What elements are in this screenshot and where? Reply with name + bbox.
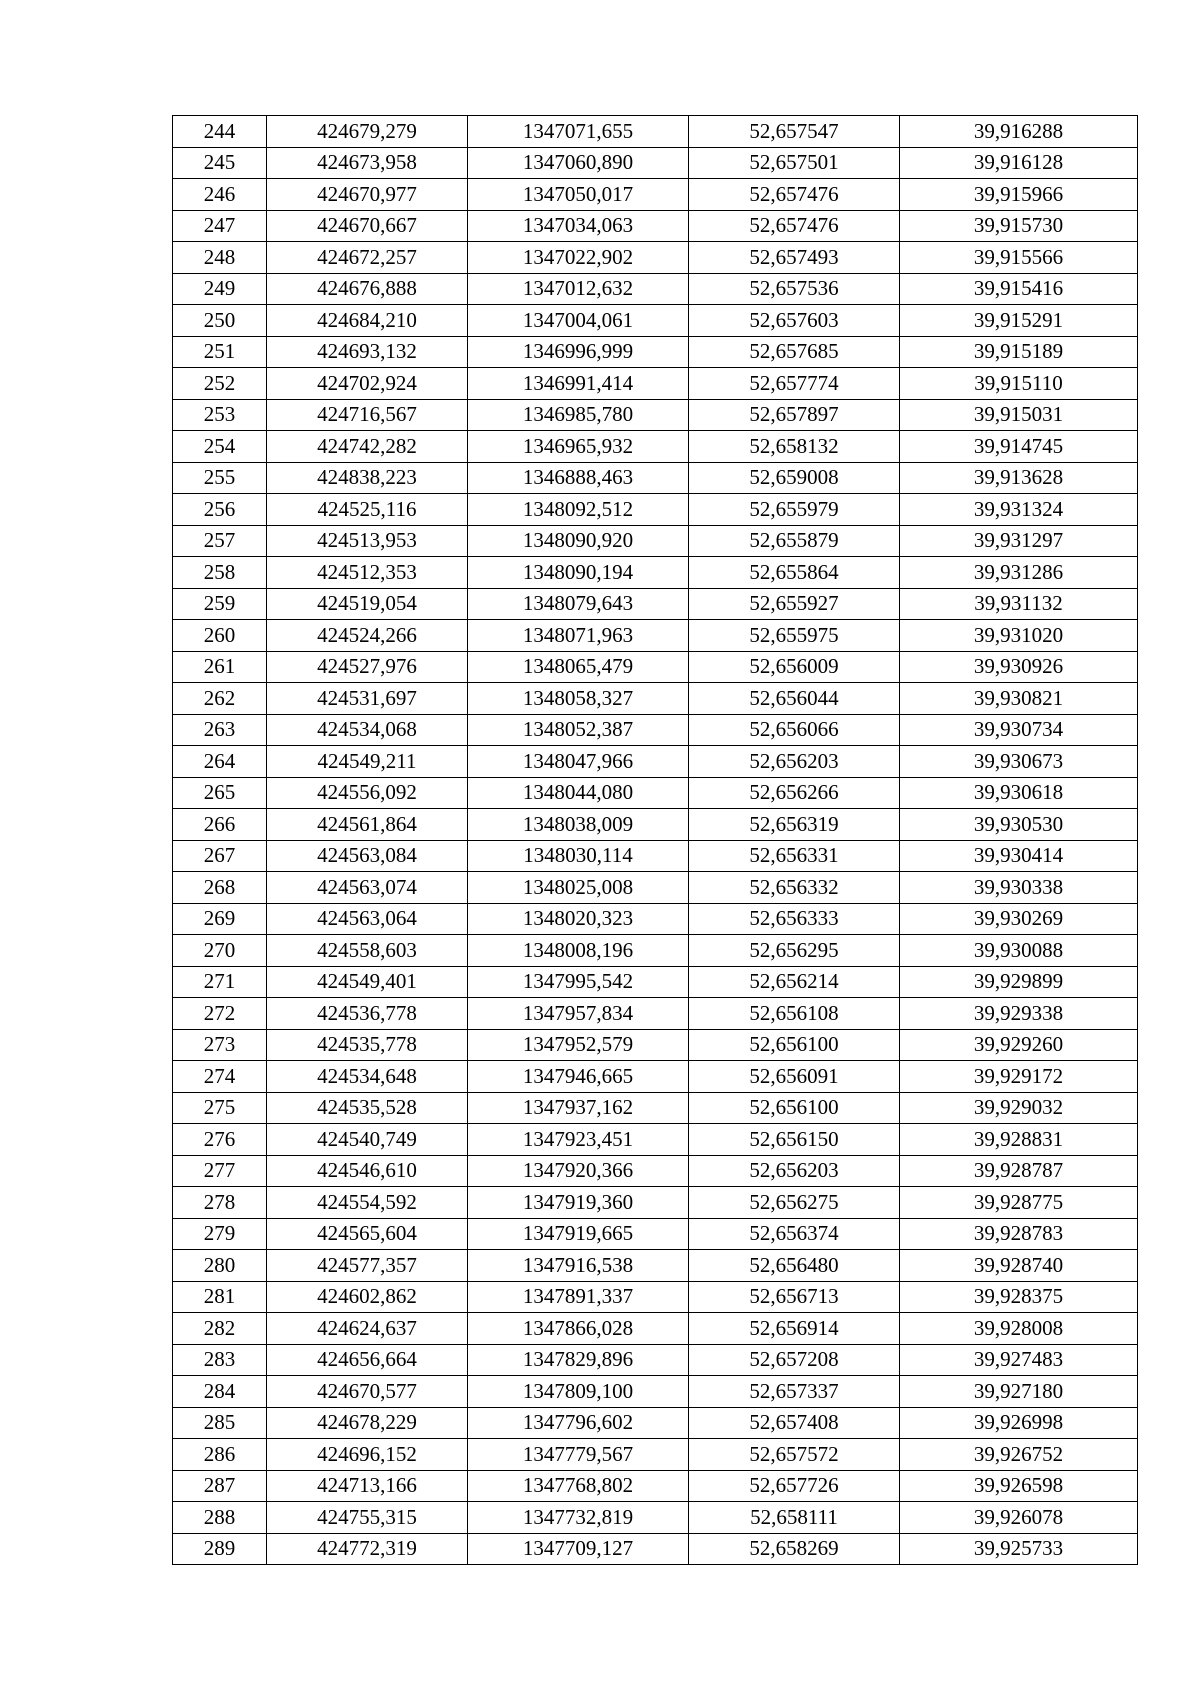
latitude-cell: 52,655927 [689, 588, 900, 620]
latitude-cell: 52,656295 [689, 935, 900, 967]
y-coordinate-cell: 1348090,194 [468, 557, 689, 589]
point-number-cell: 282 [173, 1313, 267, 1345]
table-row [173, 620, 1138, 652]
y-coordinate-cell: 1347957,834 [468, 998, 689, 1030]
longitude-cell: 39,926998 [900, 1407, 1138, 1439]
table-row [173, 1376, 1138, 1408]
latitude-cell: 52,656275 [689, 1187, 900, 1219]
y-coordinate-cell: 1348030,114 [468, 840, 689, 872]
table-row [173, 809, 1138, 841]
table-row [173, 525, 1138, 557]
latitude-cell: 52,656100 [689, 1029, 900, 1061]
y-coordinate-cell: 1347732,819 [468, 1502, 689, 1534]
longitude-cell: 39,928375 [900, 1281, 1138, 1313]
y-coordinate-cell: 1347004,061 [468, 305, 689, 337]
x-coordinate-cell: 424558,603 [267, 935, 468, 967]
table-row [173, 273, 1138, 305]
x-coordinate-cell: 424536,778 [267, 998, 468, 1030]
longitude-cell: 39,915189 [900, 336, 1138, 368]
y-coordinate-cell: 1348008,196 [468, 935, 689, 967]
longitude-cell: 39,928831 [900, 1124, 1138, 1156]
table-row [173, 1029, 1138, 1061]
table-row [173, 305, 1138, 337]
latitude-cell: 52,657208 [689, 1344, 900, 1376]
latitude-cell: 52,656332 [689, 872, 900, 904]
table-row [173, 683, 1138, 715]
longitude-cell: 39,929899 [900, 966, 1138, 998]
latitude-cell: 52,656333 [689, 903, 900, 935]
point-number-cell: 260 [173, 620, 267, 652]
longitude-cell: 39,926078 [900, 1502, 1138, 1534]
x-coordinate-cell: 424534,068 [267, 714, 468, 746]
latitude-cell: 52,657476 [689, 210, 900, 242]
point-number-cell: 277 [173, 1155, 267, 1187]
latitude-cell: 52,658132 [689, 431, 900, 463]
table-row [173, 1218, 1138, 1250]
y-coordinate-cell: 1347779,567 [468, 1439, 689, 1471]
longitude-cell: 39,929172 [900, 1061, 1138, 1093]
latitude-cell: 52,657337 [689, 1376, 900, 1408]
longitude-cell: 39,926598 [900, 1470, 1138, 1502]
latitude-cell: 52,655879 [689, 525, 900, 557]
table-row [173, 777, 1138, 809]
longitude-cell: 39,930926 [900, 651, 1138, 683]
latitude-cell: 52,656066 [689, 714, 900, 746]
longitude-cell: 39,926752 [900, 1439, 1138, 1471]
y-coordinate-cell: 1348071,963 [468, 620, 689, 652]
y-coordinate-cell: 1348065,479 [468, 651, 689, 683]
latitude-cell: 52,657408 [689, 1407, 900, 1439]
point-number-cell: 288 [173, 1502, 267, 1534]
x-coordinate-cell: 424546,610 [267, 1155, 468, 1187]
y-coordinate-cell: 1346991,414 [468, 368, 689, 400]
x-coordinate-cell: 424693,132 [267, 336, 468, 368]
latitude-cell: 52,655864 [689, 557, 900, 589]
point-number-cell: 276 [173, 1124, 267, 1156]
point-number-cell: 247 [173, 210, 267, 242]
table-row [173, 840, 1138, 872]
longitude-cell: 39,930618 [900, 777, 1138, 809]
point-number-cell: 251 [173, 336, 267, 368]
table-row [173, 1470, 1138, 1502]
x-coordinate-cell: 424535,528 [267, 1092, 468, 1124]
table-row [173, 1533, 1138, 1565]
y-coordinate-cell: 1346888,463 [468, 462, 689, 494]
y-coordinate-cell: 1348058,327 [468, 683, 689, 715]
y-coordinate-cell: 1347829,896 [468, 1344, 689, 1376]
y-coordinate-cell: 1347022,902 [468, 242, 689, 274]
longitude-cell: 39,915566 [900, 242, 1138, 274]
x-coordinate-cell: 424540,749 [267, 1124, 468, 1156]
point-number-cell: 280 [173, 1250, 267, 1282]
latitude-cell: 52,657476 [689, 179, 900, 211]
latitude-cell: 52,656480 [689, 1250, 900, 1282]
longitude-cell: 39,929032 [900, 1092, 1138, 1124]
point-number-cell: 246 [173, 179, 267, 211]
longitude-cell: 39,915730 [900, 210, 1138, 242]
point-number-cell: 273 [173, 1029, 267, 1061]
x-coordinate-cell: 424684,210 [267, 305, 468, 337]
point-number-cell: 252 [173, 368, 267, 400]
table-row [173, 1439, 1138, 1471]
latitude-cell: 52,656009 [689, 651, 900, 683]
point-number-cell: 274 [173, 1061, 267, 1093]
longitude-cell: 39,913628 [900, 462, 1138, 494]
x-coordinate-cell: 424602,862 [267, 1281, 468, 1313]
y-coordinate-cell: 1347012,632 [468, 273, 689, 305]
y-coordinate-cell: 1348025,008 [468, 872, 689, 904]
longitude-cell: 39,928740 [900, 1250, 1138, 1282]
x-coordinate-cell: 424838,223 [267, 462, 468, 494]
table-row [173, 179, 1138, 211]
x-coordinate-cell: 424519,054 [267, 588, 468, 620]
point-number-cell: 266 [173, 809, 267, 841]
latitude-cell: 52,656044 [689, 683, 900, 715]
y-coordinate-cell: 1348020,323 [468, 903, 689, 935]
point-number-cell: 285 [173, 1407, 267, 1439]
point-number-cell: 289 [173, 1533, 267, 1565]
table-row [173, 935, 1138, 967]
longitude-cell: 39,915291 [900, 305, 1138, 337]
y-coordinate-cell: 1347034,063 [468, 210, 689, 242]
point-number-cell: 286 [173, 1439, 267, 1471]
longitude-cell: 39,931286 [900, 557, 1138, 589]
longitude-cell: 39,914745 [900, 431, 1138, 463]
x-coordinate-cell: 424512,353 [267, 557, 468, 589]
table-row [173, 1502, 1138, 1534]
table-row [173, 1313, 1138, 1345]
point-number-cell: 248 [173, 242, 267, 274]
table-row [173, 147, 1138, 179]
latitude-cell: 52,655975 [689, 620, 900, 652]
longitude-cell: 39,930673 [900, 746, 1138, 778]
x-coordinate-cell: 424534,648 [267, 1061, 468, 1093]
x-coordinate-cell: 424624,637 [267, 1313, 468, 1345]
table-row [173, 116, 1138, 148]
latitude-cell: 52,656266 [689, 777, 900, 809]
x-coordinate-cell: 424549,211 [267, 746, 468, 778]
y-coordinate-cell: 1348038,009 [468, 809, 689, 841]
table-row [173, 714, 1138, 746]
x-coordinate-cell: 424716,567 [267, 399, 468, 431]
x-coordinate-cell: 424554,592 [267, 1187, 468, 1219]
latitude-cell: 52,656914 [689, 1313, 900, 1345]
point-number-cell: 279 [173, 1218, 267, 1250]
coordinates-table-body [173, 116, 1138, 1565]
longitude-cell: 39,915031 [900, 399, 1138, 431]
table-row [173, 462, 1138, 494]
point-number-cell: 267 [173, 840, 267, 872]
x-coordinate-cell: 424755,315 [267, 1502, 468, 1534]
point-number-cell: 262 [173, 683, 267, 715]
y-coordinate-cell: 1347919,360 [468, 1187, 689, 1219]
table-row [173, 1407, 1138, 1439]
x-coordinate-cell: 424670,977 [267, 179, 468, 211]
y-coordinate-cell: 1346965,932 [468, 431, 689, 463]
longitude-cell: 39,931297 [900, 525, 1138, 557]
x-coordinate-cell: 424772,319 [267, 1533, 468, 1565]
x-coordinate-cell: 424676,888 [267, 273, 468, 305]
latitude-cell: 52,657774 [689, 368, 900, 400]
latitude-cell: 52,656150 [689, 1124, 900, 1156]
y-coordinate-cell: 1347709,127 [468, 1533, 689, 1565]
latitude-cell: 52,656319 [689, 809, 900, 841]
table-row [173, 1092, 1138, 1124]
table-row [173, 966, 1138, 998]
longitude-cell: 39,930821 [900, 683, 1138, 715]
point-number-cell: 253 [173, 399, 267, 431]
coordinates-table [172, 115, 1138, 1565]
point-number-cell: 256 [173, 494, 267, 526]
y-coordinate-cell: 1347050,017 [468, 179, 689, 211]
longitude-cell: 39,931324 [900, 494, 1138, 526]
longitude-cell: 39,916288 [900, 116, 1138, 148]
x-coordinate-cell: 424713,166 [267, 1470, 468, 1502]
table-row [173, 903, 1138, 935]
table-row [173, 242, 1138, 274]
x-coordinate-cell: 424561,864 [267, 809, 468, 841]
x-coordinate-cell: 424535,778 [267, 1029, 468, 1061]
point-number-cell: 269 [173, 903, 267, 935]
latitude-cell: 52,655979 [689, 494, 900, 526]
longitude-cell: 39,916128 [900, 147, 1138, 179]
longitude-cell: 39,928783 [900, 1218, 1138, 1250]
y-coordinate-cell: 1347952,579 [468, 1029, 689, 1061]
y-coordinate-cell: 1348052,387 [468, 714, 689, 746]
table-row [173, 336, 1138, 368]
point-number-cell: 254 [173, 431, 267, 463]
y-coordinate-cell: 1347946,665 [468, 1061, 689, 1093]
table-row [173, 651, 1138, 683]
longitude-cell: 39,930414 [900, 840, 1138, 872]
y-coordinate-cell: 1348079,643 [468, 588, 689, 620]
x-coordinate-cell: 424670,577 [267, 1376, 468, 1408]
latitude-cell: 52,656100 [689, 1092, 900, 1124]
longitude-cell: 39,915110 [900, 368, 1138, 400]
y-coordinate-cell: 1347891,337 [468, 1281, 689, 1313]
point-number-cell: 272 [173, 998, 267, 1030]
x-coordinate-cell: 424678,229 [267, 1407, 468, 1439]
longitude-cell: 39,929338 [900, 998, 1138, 1030]
table-row [173, 1155, 1138, 1187]
latitude-cell: 52,656091 [689, 1061, 900, 1093]
y-coordinate-cell: 1347071,655 [468, 116, 689, 148]
latitude-cell: 52,656203 [689, 1155, 900, 1187]
longitude-cell: 39,928787 [900, 1155, 1138, 1187]
latitude-cell: 52,657547 [689, 116, 900, 148]
table-row [173, 998, 1138, 1030]
x-coordinate-cell: 424563,084 [267, 840, 468, 872]
table-row [173, 399, 1138, 431]
longitude-cell: 39,928775 [900, 1187, 1138, 1219]
point-number-cell: 283 [173, 1344, 267, 1376]
point-number-cell: 287 [173, 1470, 267, 1502]
latitude-cell: 52,656331 [689, 840, 900, 872]
latitude-cell: 52,658111 [689, 1502, 900, 1534]
x-coordinate-cell: 424672,257 [267, 242, 468, 274]
longitude-cell: 39,931020 [900, 620, 1138, 652]
x-coordinate-cell: 424577,357 [267, 1250, 468, 1282]
table-row [173, 588, 1138, 620]
point-number-cell: 245 [173, 147, 267, 179]
longitude-cell: 39,930269 [900, 903, 1138, 935]
latitude-cell: 52,656203 [689, 746, 900, 778]
longitude-cell: 39,927483 [900, 1344, 1138, 1376]
y-coordinate-cell: 1347796,602 [468, 1407, 689, 1439]
latitude-cell: 52,656214 [689, 966, 900, 998]
table-row [173, 431, 1138, 463]
point-number-cell: 284 [173, 1376, 267, 1408]
x-coordinate-cell: 424549,401 [267, 966, 468, 998]
point-number-cell: 255 [173, 462, 267, 494]
y-coordinate-cell: 1347916,538 [468, 1250, 689, 1282]
y-coordinate-cell: 1347920,366 [468, 1155, 689, 1187]
latitude-cell: 52,656374 [689, 1218, 900, 1250]
latitude-cell: 52,657726 [689, 1470, 900, 1502]
x-coordinate-cell: 424531,697 [267, 683, 468, 715]
y-coordinate-cell: 1348092,512 [468, 494, 689, 526]
latitude-cell: 52,656108 [689, 998, 900, 1030]
point-number-cell: 257 [173, 525, 267, 557]
x-coordinate-cell: 424673,958 [267, 147, 468, 179]
longitude-cell: 39,927180 [900, 1376, 1138, 1408]
point-number-cell: 268 [173, 872, 267, 904]
longitude-cell: 39,928008 [900, 1313, 1138, 1345]
point-number-cell: 244 [173, 116, 267, 148]
table-row [173, 557, 1138, 589]
longitude-cell: 39,915966 [900, 179, 1138, 211]
point-number-cell: 259 [173, 588, 267, 620]
longitude-cell: 39,915416 [900, 273, 1138, 305]
x-coordinate-cell: 424656,664 [267, 1344, 468, 1376]
x-coordinate-cell: 424742,282 [267, 431, 468, 463]
y-coordinate-cell: 1347923,451 [468, 1124, 689, 1156]
y-coordinate-cell: 1347919,665 [468, 1218, 689, 1250]
x-coordinate-cell: 424702,924 [267, 368, 468, 400]
latitude-cell: 52,657897 [689, 399, 900, 431]
point-number-cell: 249 [173, 273, 267, 305]
x-coordinate-cell: 424563,064 [267, 903, 468, 935]
y-coordinate-cell: 1348044,080 [468, 777, 689, 809]
point-number-cell: 275 [173, 1092, 267, 1124]
latitude-cell: 52,657536 [689, 273, 900, 305]
y-coordinate-cell: 1346996,999 [468, 336, 689, 368]
longitude-cell: 39,930530 [900, 809, 1138, 841]
longitude-cell: 39,930338 [900, 872, 1138, 904]
point-number-cell: 271 [173, 966, 267, 998]
longitude-cell: 39,925733 [900, 1533, 1138, 1565]
longitude-cell: 39,930734 [900, 714, 1138, 746]
table-row [173, 494, 1138, 526]
table-row [173, 872, 1138, 904]
latitude-cell: 52,657501 [689, 147, 900, 179]
x-coordinate-cell: 424670,667 [267, 210, 468, 242]
latitude-cell: 52,657603 [689, 305, 900, 337]
point-number-cell: 281 [173, 1281, 267, 1313]
latitude-cell: 52,657493 [689, 242, 900, 274]
y-coordinate-cell: 1347866,028 [468, 1313, 689, 1345]
table-row [173, 746, 1138, 778]
latitude-cell: 52,656713 [689, 1281, 900, 1313]
point-number-cell: 250 [173, 305, 267, 337]
x-coordinate-cell: 424525,116 [267, 494, 468, 526]
x-coordinate-cell: 424513,953 [267, 525, 468, 557]
table-row [173, 368, 1138, 400]
y-coordinate-cell: 1347937,162 [468, 1092, 689, 1124]
point-number-cell: 258 [173, 557, 267, 589]
latitude-cell: 52,659008 [689, 462, 900, 494]
table-row [173, 1344, 1138, 1376]
x-coordinate-cell: 424524,266 [267, 620, 468, 652]
latitude-cell: 52,657685 [689, 336, 900, 368]
y-coordinate-cell: 1347768,802 [468, 1470, 689, 1502]
latitude-cell: 52,657572 [689, 1439, 900, 1471]
point-number-cell: 270 [173, 935, 267, 967]
point-number-cell: 265 [173, 777, 267, 809]
point-number-cell: 263 [173, 714, 267, 746]
y-coordinate-cell: 1347995,542 [468, 966, 689, 998]
point-number-cell: 261 [173, 651, 267, 683]
longitude-cell: 39,930088 [900, 935, 1138, 967]
latitude-cell: 52,658269 [689, 1533, 900, 1565]
x-coordinate-cell: 424527,976 [267, 651, 468, 683]
x-coordinate-cell: 424563,074 [267, 872, 468, 904]
y-coordinate-cell: 1348047,966 [468, 746, 689, 778]
point-number-cell: 278 [173, 1187, 267, 1219]
table-row [173, 1187, 1138, 1219]
point-number-cell: 264 [173, 746, 267, 778]
longitude-cell: 39,931132 [900, 588, 1138, 620]
x-coordinate-cell: 424679,279 [267, 116, 468, 148]
y-coordinate-cell: 1347060,890 [468, 147, 689, 179]
x-coordinate-cell: 424556,092 [267, 777, 468, 809]
y-coordinate-cell: 1348090,920 [468, 525, 689, 557]
x-coordinate-cell: 424696,152 [267, 1439, 468, 1471]
longitude-cell: 39,929260 [900, 1029, 1138, 1061]
table-row [173, 1124, 1138, 1156]
y-coordinate-cell: 1346985,780 [468, 399, 689, 431]
table-row [173, 210, 1138, 242]
table-row [173, 1281, 1138, 1313]
y-coordinate-cell: 1347809,100 [468, 1376, 689, 1408]
x-coordinate-cell: 424565,604 [267, 1218, 468, 1250]
table-row [173, 1250, 1138, 1282]
table-row [173, 1061, 1138, 1093]
